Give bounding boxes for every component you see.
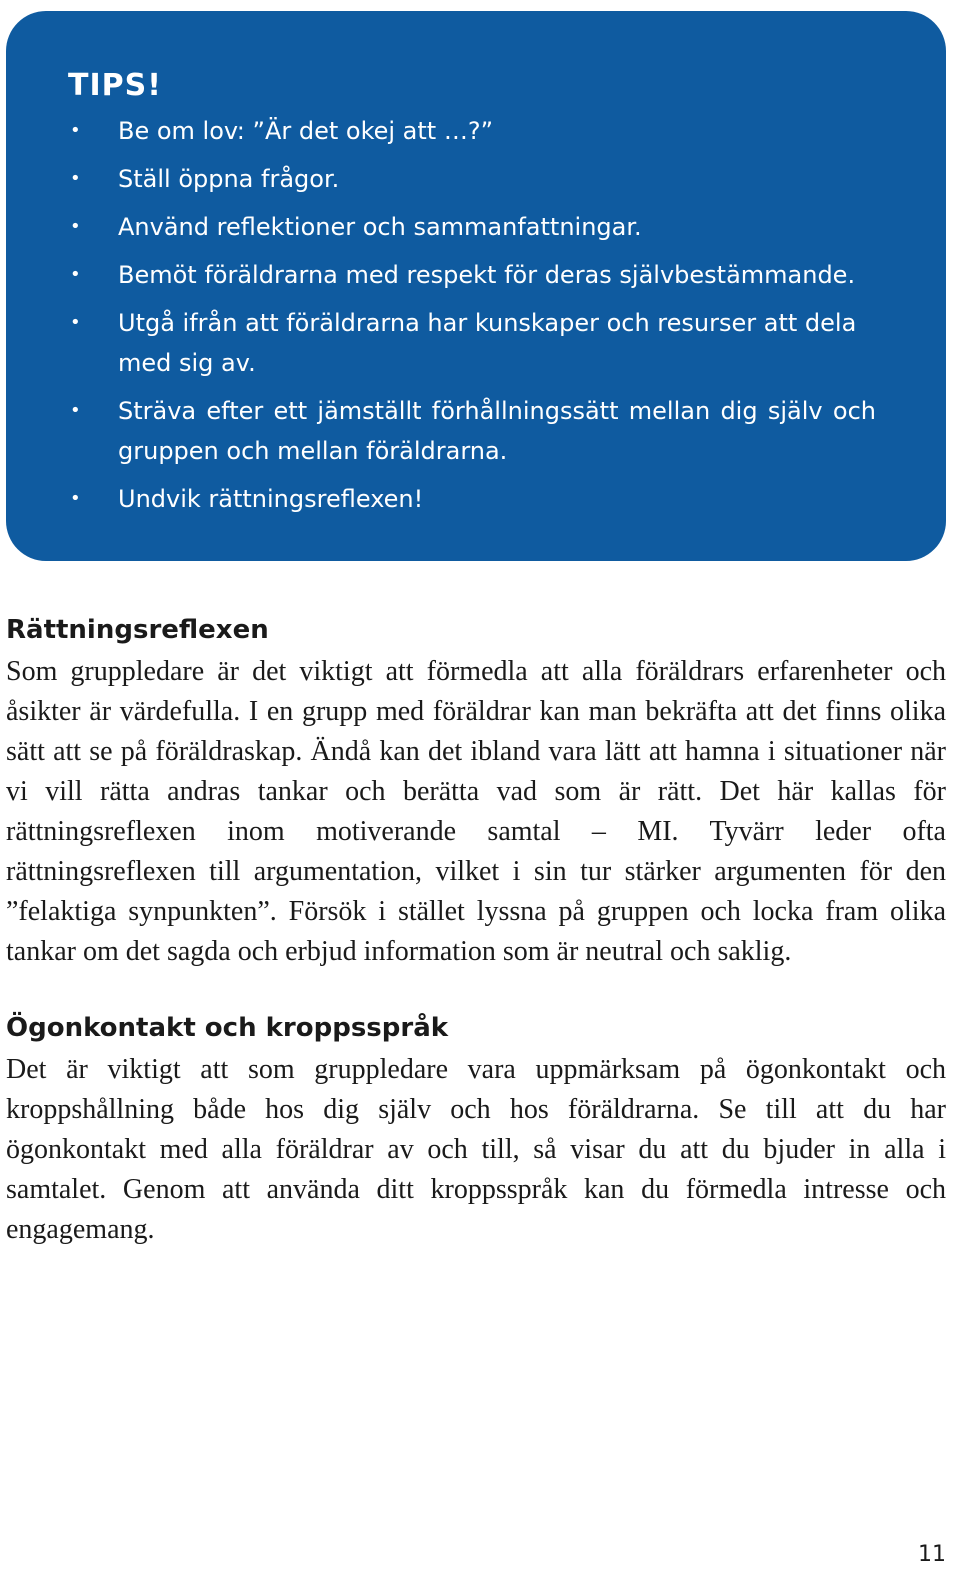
tips-box [6, 11, 946, 561]
tips-item [68, 391, 876, 471]
page-number: 11 [918, 1542, 946, 1567]
tips-item [68, 159, 876, 199]
tips-item [68, 111, 876, 151]
tips-item-text: Utgå ifrån att föräldrarna har kunskaper och resurser att dela med sig av. [118, 309, 857, 377]
tips-item-text: Sträva efter ett jämställt förhållningssätt mellan dig själv och gruppen och mellan föräldrarna. [118, 397, 876, 465]
section-heading: Rättningsreflexen [6, 615, 269, 645]
tips-list [68, 111, 876, 519]
section-rattningsreflexen [6, 608, 946, 972]
tips-item [68, 255, 876, 295]
tips-item-text: Ställ öppna frågor. [118, 165, 340, 193]
main-content [6, 608, 946, 1250]
tips-item-text: Undvik rättningsreflexen! [118, 485, 424, 513]
section-body: Det är viktigt att som gruppledare vara uppmärksam på ögonkontakt och kroppshållning både hos dig själv och hos föräldrarna. Se till att du har ögonkontakt med alla föräldrar av och till, så visar du att du bjuder in alla i samtalet. Genom att använda ditt kroppsspråk kan du förmedla intresse och engagemang. [6, 1054, 946, 1245]
bullet-icon: • [70, 312, 81, 333]
bullet-icon: • [70, 168, 81, 189]
section-ogonkontakt [6, 1006, 946, 1250]
tips-item-text: Bemöt föräldrarna med respekt för deras självbestämmande. [118, 261, 856, 289]
tips-item [68, 479, 876, 519]
tips-item [68, 303, 876, 383]
tips-item-text: Använd reflektioner och sammanfattningar. [118, 213, 642, 241]
bullet-icon: • [70, 400, 81, 421]
bullet-icon: • [70, 216, 81, 237]
bullet-icon: • [70, 120, 81, 141]
tips-item [68, 207, 876, 247]
tips-title: TIPS! [68, 68, 162, 103]
section-heading: Ögonkontakt och kroppsspråk [6, 1013, 449, 1043]
tips-item-text: Be om lov: ”Är det okej att …?” [118, 117, 494, 145]
section-body: Som gruppledare är det viktigt att förmedla att alla föräldrars erfarenheter och åsikter är värdefulla. I en grupp med föräldrar kan man bekräfta att det finns olika sätt att se på föräldraskap. Ändå kan det ibland vara lätt att hamna i situationer när vi vill rätta andras tankar och berätta vad som är rätt. Det här kallas för rättningsreflexen inom motiverande samtal – MI. Tyvärr leder ofta rättningsreflexen till argumentation, vilket i sin tur stärker argumenten för den ”felaktiga synpunkten”. Försök i stället lyssna på gruppen och locka fram olika tankar om det sagda och erbjud information som är neutral och saklig. [6, 656, 946, 967]
bullet-icon: • [70, 488, 81, 509]
bullet-icon: • [70, 264, 81, 285]
